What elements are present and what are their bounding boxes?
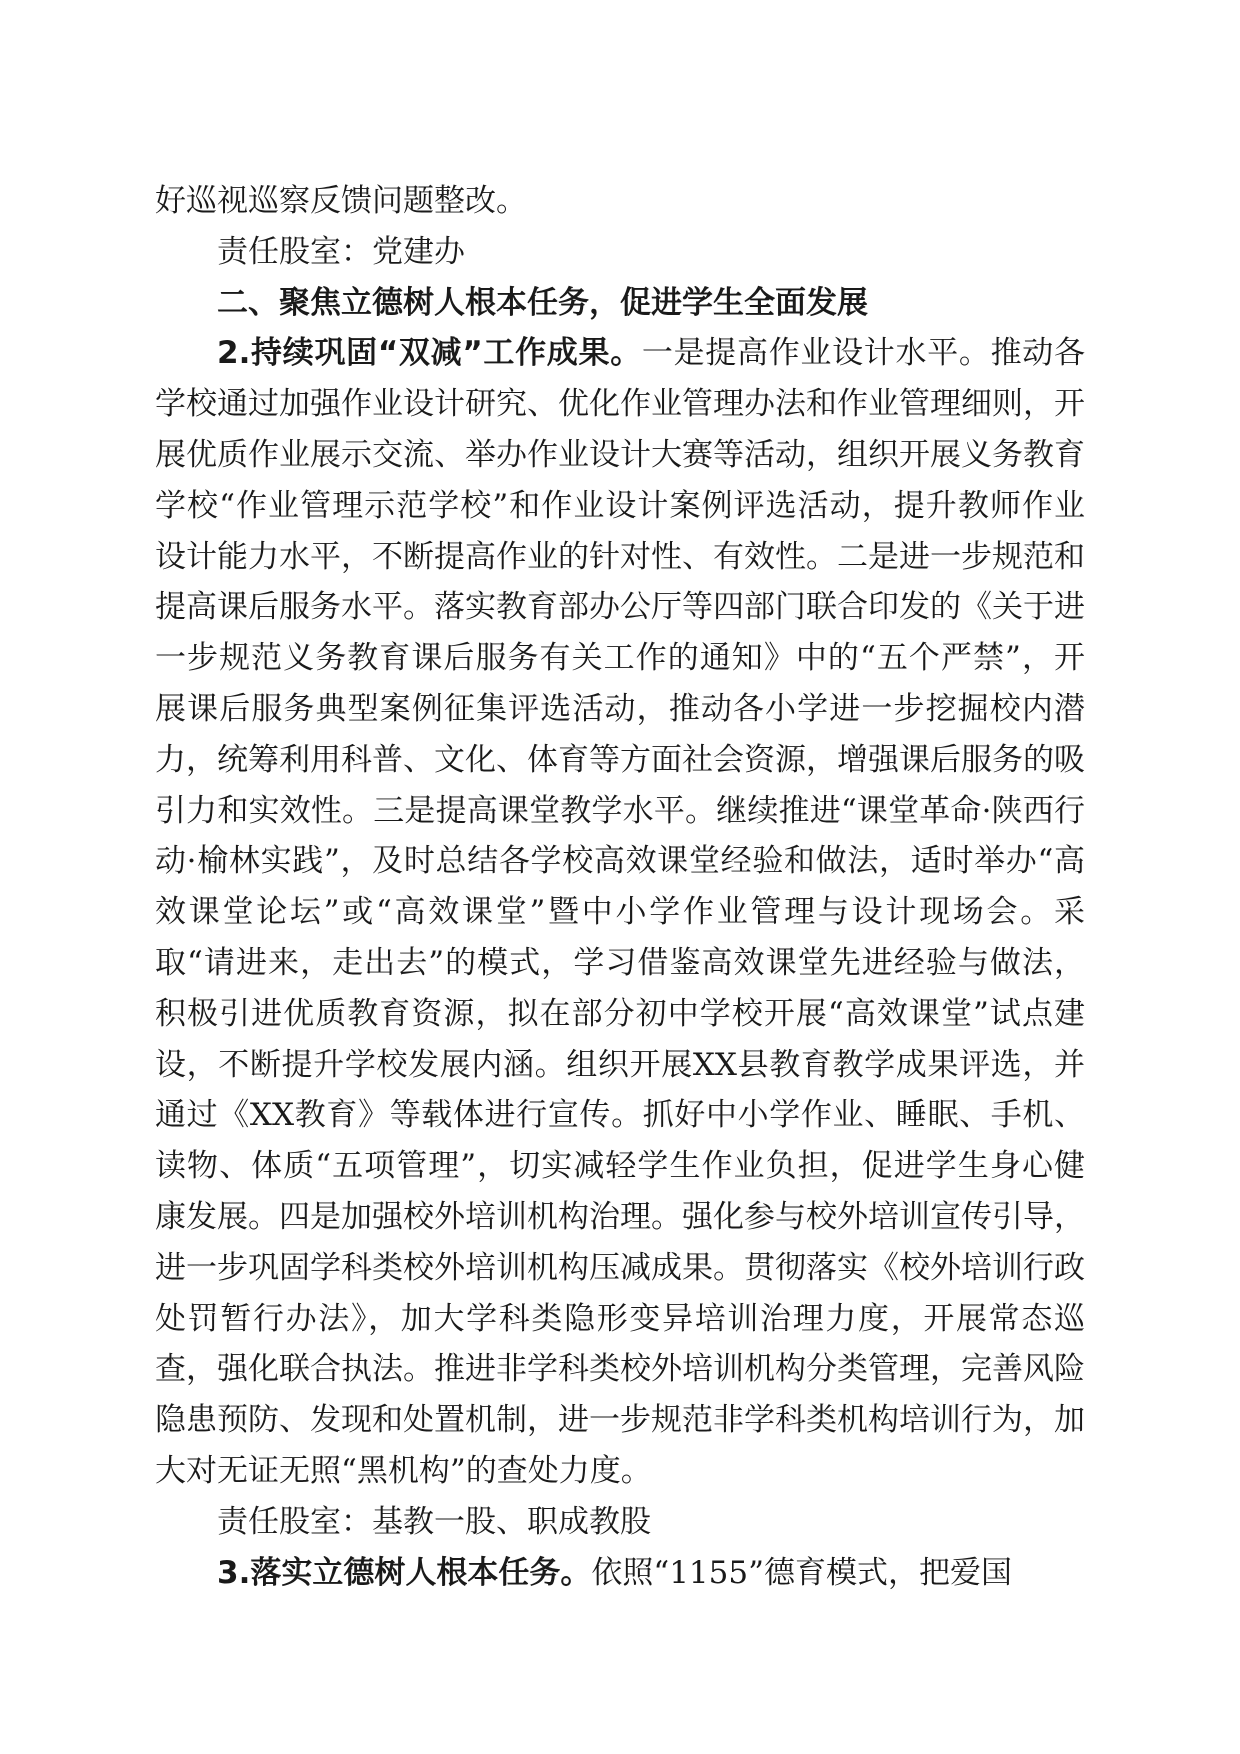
section-heading: 二、聚焦立德树人根本任务，促进学生全面发展 — [217, 284, 868, 321]
item-2-body: 一是提高作业设计水平。推动各学校通过加强作业设计研究、优化作业管理办法和作业管理细则，开展优质作业展示交流、举办作业设计大赛等活动，组织开展义务教育学校“作业管理示范学校”和作业设计案例评选活动，提升教师作业设计能力水平，不断提高作业的针对性、有效性。二是进一步规范和提高课后服务水平。落实教育部办公厅等四部门联合印发的《关于进一步规范义务教育课后服务有关工作的通知》中的“五个严禁”，开展课后服务典型案例征集评选活动，推动各小学进一步挖掘校内潜力，统筹利用科普、文化、体育等方面社会资源，增强课后服务的吸引力和实效性。三是提高课堂教学水平。继续推进“课堂革命·陕西行动·榆林实践”，及时总结各学校高效课堂经验和做法，适时举办“高效课堂论坛”或“高效课堂”暨中小学作业管理与设计现场会。采取“请进来，走出去”的模式，学习借鉴高效课堂先进经验与做法，积极引进优质教育资源，拟在部分初中学校开展“高效课堂”试点建设，不断提升学校发展内涵。组织开展XX县教育教学成果评选，并通过《XX教育》等载体进行宣传。抓好中小学作业、睡眠、手机、读物、体质“五项管理”，切实减轻学生作业负担，促进学生身心健康发展。四是加强校外培训机构治理。强化参与校外培训宣传引导，进一步巩固学科类校外培训机构压减成果。贯彻落实《校外培训行政处罚暂行办法》，加大学科类隐形变异培训治理力度，开展常态巡查，强化联合执法。推进非学科类校外培训机构分类管理，完善风险隐患预防、发现和处置机制，进一步规范非学科类机构培训行为，加大对无证无照“黑机构”的查处力度。 — [155, 335, 1086, 1489]
responsible-office-1: 责任股室：党建办 — [217, 233, 465, 270]
document-body — [155, 176, 1085, 1598]
continuation-paragraph: 好巡视巡察反馈问题整改。 — [155, 183, 527, 219]
responsible-office-2: 责任股室：基教一股、职成教股 — [217, 1503, 651, 1540]
item-3-title: 3.落实立德树人根本任务。 — [217, 1554, 592, 1591]
item-3-paragraph — [155, 1548, 1085, 1599]
item-3-body: 依照“1155”德育模式，把爱国 — [591, 1554, 1012, 1591]
item-2-title: 2.持续巩固“双减”工作成果。 — [217, 335, 642, 372]
item-2-paragraph — [155, 328, 1085, 1496]
